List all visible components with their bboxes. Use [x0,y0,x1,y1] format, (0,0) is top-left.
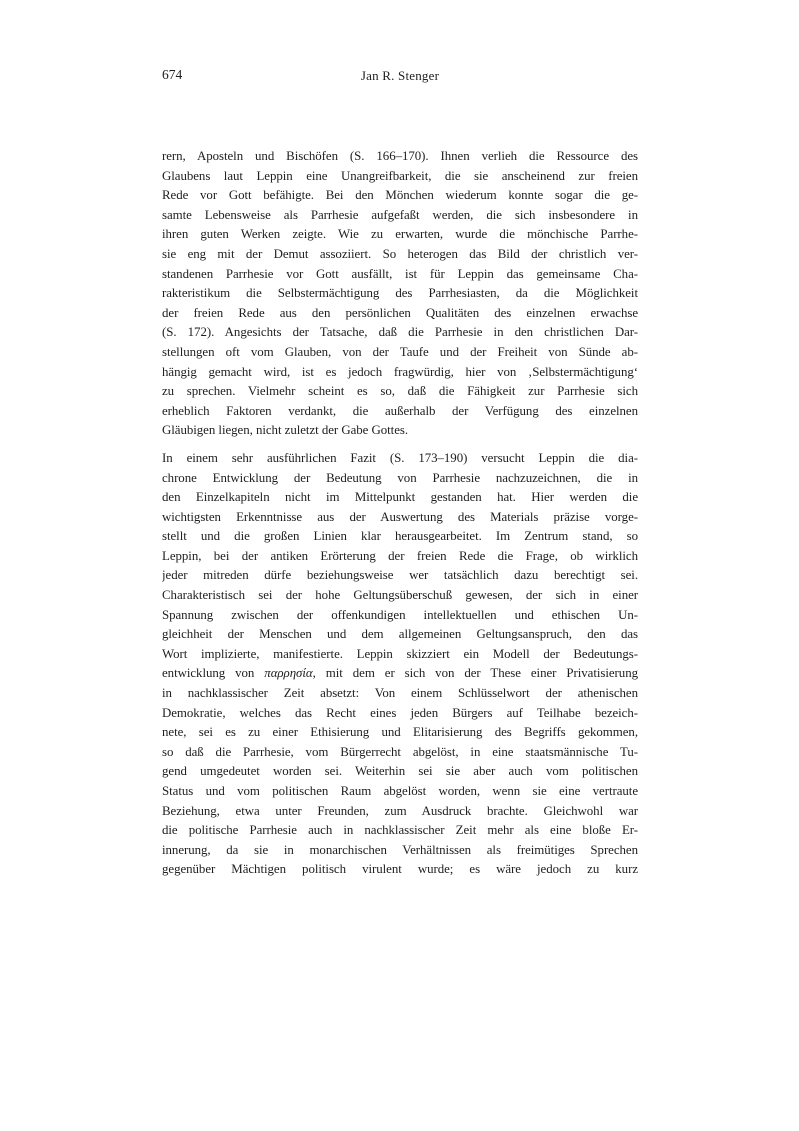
text-line: Leppin, bei der antiken Erörterung der freien Rede die Frage, ob wirklich [162,548,638,563]
text-line: zu sprechen. Vielmehr scheint es so, daß die Fähigkeit zur Parrhesie sich [162,384,638,399]
text-line: Charakteristisch sei der hohe Geltungsüberschuß gewesen, der sich in einer [162,588,638,603]
text-line: ihren guten Werken zeigte. Wie zu erwarten, wurde die mönchische Parrhe- [162,227,638,242]
text-line: gleichheit der Menschen und dem allgemeinen Geltungsanspruch, den das [162,627,638,642]
text-line: Spannung zwischen der offenkundigen intellektuellen und ethischen Un- [162,607,638,622]
text-segment: , mit dem er sich von der These einer Privatisierung [312,666,638,681]
text-line: Beziehung, etwa unter Freunden, zum Ausdruck brachte. Gleichwohl war [162,803,638,818]
paragraph [162,449,638,880]
text-line: jeder mitreden dürfe beziehungsweise wer tatsächlich dazu berechtigt sei. [162,568,638,583]
running-header [162,67,638,87]
text-line: in nachklassischer Zeit absetzt: Von einem Schlüsselwort der athenischen [162,686,638,701]
text-line: der freien Rede aus den persönlichen Qualitäten des einzelnen erwachse [162,305,638,320]
text-line: nete, sei es zu einer Ethisierung und Elitarisierung des Begriffs gekommen, [162,725,638,740]
text-line: standenen Parrhesie vor Gott ausfällt, ist für Leppin das gemeinsame Cha- [162,266,638,281]
text-line: Wort implizierte, manifestierte. Leppin skizziert ein Modell der Bedeutungs- [162,646,638,661]
text-line: rern, Aposteln und Bischöfen (S. 166–170). Ihnen verlieh die Ressource des [162,149,638,163]
text-line: so daß die Parrhesie, vom Bürgerrecht abgelöst, in eine staatsmännische Tu- [162,744,638,759]
text-line: gegenüber Mächtigen politisch virulent wurde; es wäre jedoch zu kurz [162,862,638,877]
paragraph [162,147,638,441]
text-line: rakteristikum die Selbstermächtigung des Parrhesiasten, da die Möglichkeit [162,286,638,301]
text-line: Rede vor Gott befähigte. Bei den Mönchen wiederum konnte sogar die ge- [162,188,638,203]
text-line: gend umgedeutet worden sei. Weiterhin sei sie aber auch vom politischen [162,764,638,779]
text-line: stellungen oft vom Glauben, von der Taufe und der Freiheit von Sünde ab- [162,344,638,359]
page-number: 674 [162,67,183,82]
text-line: In einem sehr ausführlichen Fazit (S. 173–190) versucht Leppin die dia- [162,450,638,465]
text-line: Demokratie, welches das Recht eines jeden Bürgers auf Teilhabe bezeich- [162,705,638,720]
text-line: Gläubigen liegen, nicht zuletzt der Gabe Gottes. [162,423,409,438]
text-line: innerung, da sie in monarchischen Verhältnissen als freimütiges Sprechen [162,842,638,857]
text-line: erheblich Faktoren verdankt, die außerhalb der Verfügung des einzelnen [162,403,638,418]
text-line: stellt und die großen Linien klar herausgearbeitet. Im Zentrum stand, so [162,529,638,544]
text-line: wichtigsten Erkenntnisse aus der Auswertung des Materials präzise vorge- [162,509,638,524]
text-line: samte Lebensweise als Parrhesie aufgefaßt werden, die sich insbesondere in [162,207,638,222]
text-line: die politische Parrhesie auch in nachklassischer Zeit mehr als eine bloße Er- [162,823,638,838]
text-line: den Einzelkapiteln nicht im Mittelpunkt gestanden hat. Hier werden die [162,490,638,505]
text-line: Glaubens laut Leppin eine Unangreifbarkeit, die sie anscheinend zur freien [162,168,638,183]
text-line: chrone Entwicklung der Bedeutung von Parrhesie nachzuzeichnen, die in [162,470,638,485]
text-line-with-greek [162,664,638,684]
text-line: sie eng mit der Demut assoziiert. So heterogen das Bild der christlich ver- [162,246,638,261]
body-text [162,147,638,880]
running-head-author: Jan R. Stenger [360,68,440,83]
greek-term: παρρησία [264,666,313,681]
text-segment: entwicklung von [162,666,265,681]
text-line: Status und vom politischen Raum abgelöst worden, wenn sie eine vertraute [162,784,638,798]
text-line: hängig gemacht wird, ist es jedoch fragwürdig, hier von ‚Selbstermächtigung‘ [162,364,638,379]
text-line: (S. 172). Angesichts der Tatsache, daß die Parrhesie in den christlichen Dar- [162,325,638,340]
